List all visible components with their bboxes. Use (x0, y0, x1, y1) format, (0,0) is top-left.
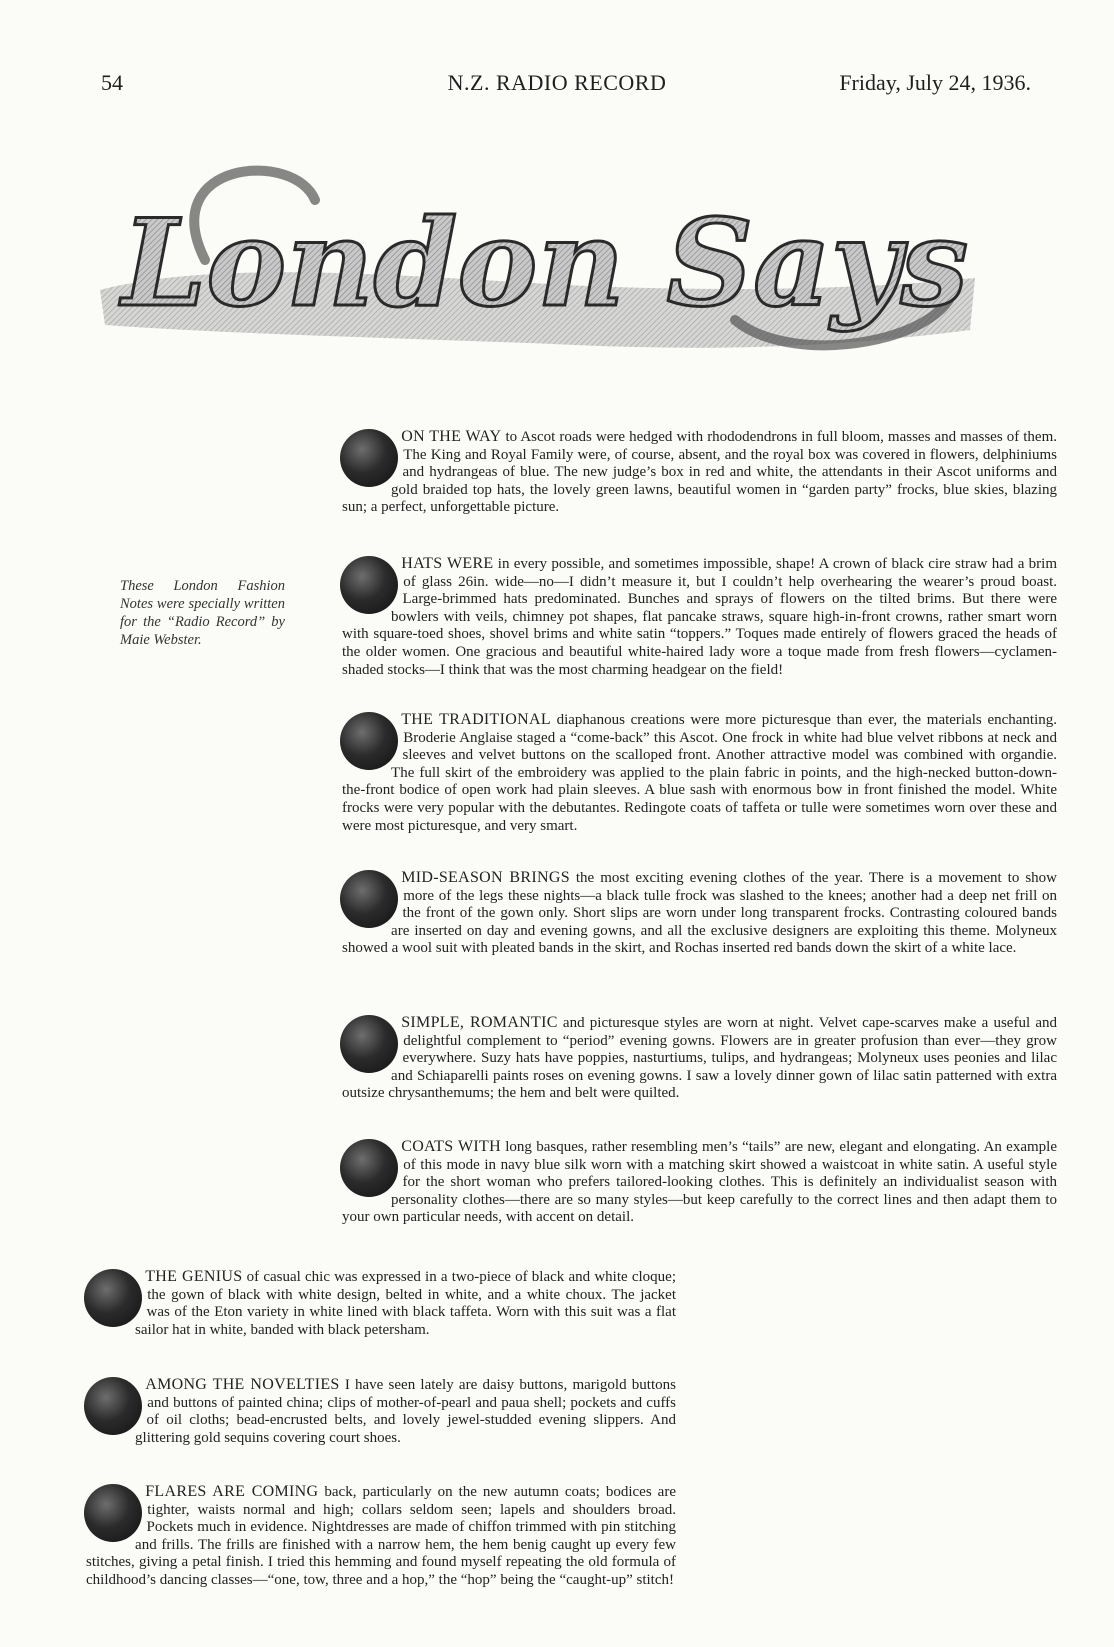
issue-date: Friday, July 24, 1936. (839, 70, 1031, 95)
article-body: the most exciting evening clothes of the year. There is a movement to show more of the legs these nights—a black tulle frock was slashed to the knees; another had a deep net frill on the front of the gown only. Short slips are worn under long transparent frocks. Contrasting coloured bands are inserted on day and evening gowns, and all the exclusive designers are exploiting this theme. Molyneux showed a wool suit with pleated bands in the skirt, and Rochas inserted red bands down the skirt of a white lace. (342, 870, 1058, 957)
bullet-dot-icon (340, 556, 398, 614)
article-traditional (342, 711, 1057, 835)
article-lead: THE GENIUS (145, 1268, 243, 1285)
page-header (0, 70, 1114, 102)
article-genius (86, 1268, 676, 1339)
article-lead: SIMPLE, ROMANTIC (401, 1014, 558, 1031)
article-body: diaphanous creations were more picturesque than ever, the materials enchanting. Broderie Anglaise staged a “come-back” this Ascot. One frock in white had blue velvet ribbons at neck and sleeves and velvet buttons on the scalloped front. Another attractive model was combined with organdie. The full skirt of the embroidery was applied to the plain fabric in points, and the high-necked button-down-the-front bodice of open work had plain sleeves. A blue sash with enormous bow in front finished the model. White frocks were very popular with the debutantes. Redingote coats of taffeta or tulle were sometimes worn over these and were most picturesque, and very smart. (342, 712, 1058, 834)
page-number: 54 (101, 70, 123, 95)
article-lead: FLARES ARE COMING (145, 1483, 319, 1500)
bullet-dot-icon (340, 870, 398, 928)
bullet-dot-icon (340, 1139, 398, 1197)
bullet-dot-icon (84, 1484, 142, 1542)
bullet-dot-icon (84, 1269, 142, 1327)
bullet-dot-icon (340, 429, 398, 487)
article-lead: ON THE WAY (401, 428, 502, 445)
masthead (95, 140, 995, 390)
article-lead: AMONG THE NOVELTIES (145, 1376, 340, 1393)
article-coats (342, 1138, 1057, 1227)
publication-title: N.Z. RADIO RECORD (447, 70, 667, 95)
article-body: in every possible, and sometimes impossible, shape! A crown of black cire straw had a brim of glass 26in. wide—no—I didn’t measure it, but I couldn’t help overhearing the wearer’s proud boast. Large-brimmed hats predominated. Bunches and sprays of flowers on the tilted brims. But there were bowlers with veils, chimney pot shapes, flat pancake straws, square high-in-front crowns, rather smart worn with square-toed shoes, shovel brims and white satin “toppers.” Toques made entirely of flowers graced the heads of the older women. One gracious and beautiful white-haired lady wore a toque made from fresh flowers—cyclamen-shaded stocks—I think that was the most charming headgear on the field! (342, 556, 1057, 678)
article-mid-season (342, 869, 1057, 958)
article-body: long basques, rather resembling men’s “tails” are new, elegant and elongating. An example of this mode in navy blue silk worn with a matching skirt showed a waistcoat in white satin. A useful style for the short woman who prefers tailored-looking clothes. This is definitely an individualist season with personality clothes—there are so many styles—but keep carefully to the correct lines and then adapt them to your own particular needs, with accent on detail. (342, 1139, 1057, 1226)
article-body: to Ascot roads were hedged with rhododendrons in full bloom, masses and masses of them. The King and Royal Family were, of course, absent, and the royal box was covered in flowers, delphiniums and hydrangeas of blue. The new judge’s box in red and white, the attendants in their Ascot uniforms and gold braided top hats, the lovely green lawns, beautiful women in “garden party” frocks, blue skies, blazing sun; a perfect, unforgettable picture. (342, 429, 1058, 516)
article-lead: THE TRADITIONAL (401, 711, 551, 728)
article-flares (86, 1483, 676, 1590)
bullet-dot-icon (84, 1377, 142, 1435)
article-ascot (342, 428, 1057, 517)
bullet-dot-icon (340, 1015, 398, 1073)
article-romantic (342, 1014, 1057, 1103)
article-hats (342, 555, 1057, 679)
article-body: and picturesque styles are worn at night. Velvet cape-scarves make a useful and delightful complement to “period” evening gowns. Flowers are in greater profusion than ever—they grow everywhere. Suzy hats have poppies, nasturtiums, tulips, and hydrangeas; Molyneux uses peonies and lilac and Schiaparelli paints roses on evening gowns. I saw a lovely dinner gown of lilac satin patterned with extra outsize chrysanthemums; the hem and belt were quilted. (342, 1015, 1057, 1102)
article-lead: COATS WITH (401, 1138, 501, 1155)
article-body: back, particularly on the new autumn coats; bodices are tighter, waists normal and high; collars seldom seen; lapels and shoulders broad. Pockets much in evidence. Nightdresses are made of chiffon trimmed with pin stitching and frills. The frills are finished with a narrow hem, the hem benig caught up every few stitches, giving a petal finish. I tried this hemming and found myself repeating the old formula of childhood’s dancing classes—“one, tow, three and a hop,” the “hop” being the “caught-up” stitch! (86, 1484, 676, 1588)
byline-note: These London Fashion Notes were specially written for the “Radio Record” by Maie Webster. (120, 578, 285, 648)
article-novelties (86, 1376, 676, 1447)
bullet-dot-icon (340, 712, 398, 770)
article-lead: MID-SEASON BRINGS (401, 869, 570, 886)
masthead-title: London Says (121, 193, 969, 334)
article-lead: HATS WERE (401, 555, 494, 572)
article-body: I have seen lately are daisy buttons, marigold buttons and buttons of painted china; clips of mother-of-pearl and paua shell; pockets and cuffs of oil cloths; bead-encrusted belts, and lovely jewel-studded evening slippers. And glittering gold sequins covering court shoes. (135, 1377, 676, 1446)
masthead-art (95, 140, 995, 390)
article-body: of casual chic was expressed in a two-piece of black and white cloque; the gown of black with white design, belted in white, and a white choux. The jacket was of the Eton variety in white lined with black taffeta. Worn with this suit was a flat sailor hat in white, banded with black petersham. (135, 1269, 677, 1338)
